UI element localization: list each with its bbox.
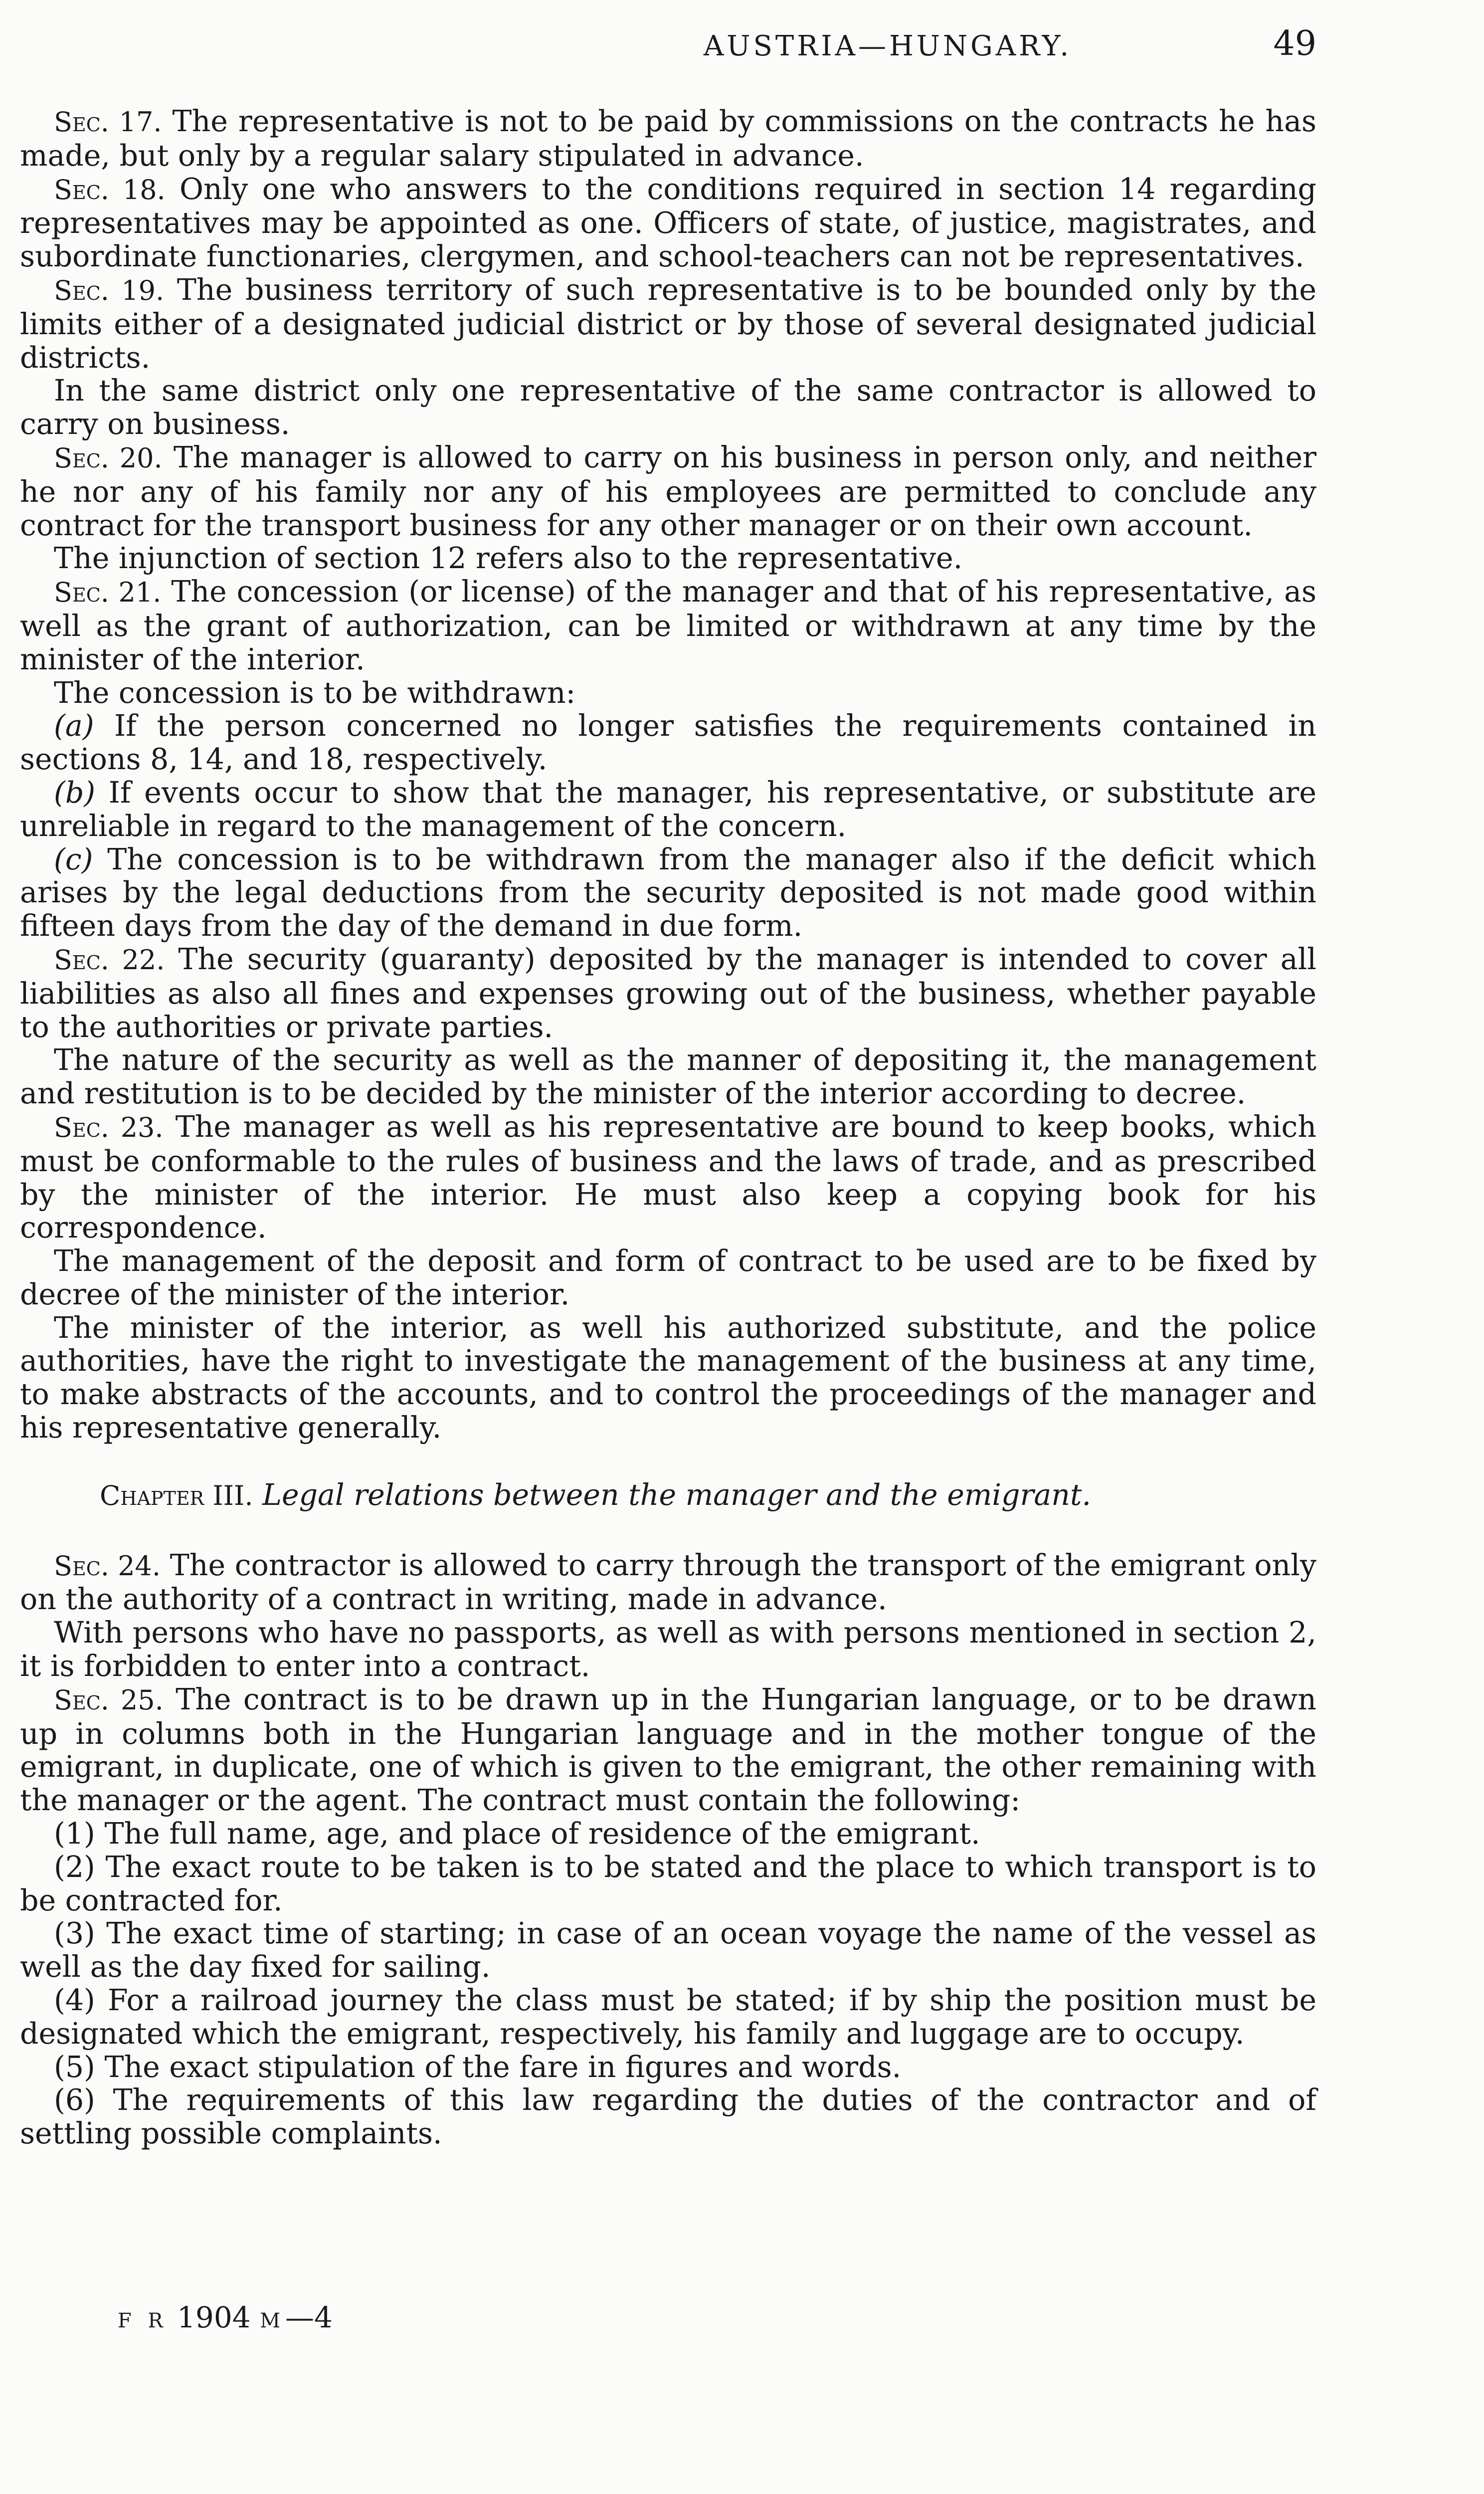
clause-label: (b) xyxy=(54,775,96,810)
section-19: Sec. 19. The business territory of such representative is to be bounded only by the limits either of a designated judicial district or by those of several designated judicial districts. xyxy=(20,272,1316,375)
paragraph: The nature of the security as well as the manner of depositing it, the management and restitution is to be decided by the minister of the interior according to decree. xyxy=(20,1043,1316,1111)
list-item: (4) For a railroad journey the class must be stated; if by ship the position must be designated which the emigrant, respectively, his family and luggage are to occupy. xyxy=(20,1983,1316,2051)
section-label: Sec. 18. xyxy=(54,174,166,206)
list-item: (3) The exact time of starting; in case of an ocean voyage the name of the vessel as well as the day fixed for sailing. xyxy=(20,1916,1316,1984)
paragraph: With persons who have no passports, as well as with persons mentioned in section 2, it is forbidden to enter into a contract. xyxy=(20,1616,1316,1683)
chapter-heading xyxy=(20,1478,1316,1513)
section-label: Sec. 23. xyxy=(54,1111,164,1143)
chapter-title: Legal relations between the manager and the emigrant. xyxy=(262,1477,1092,1512)
paragraph: The concession is to be withdrawn: xyxy=(54,675,576,710)
page-number: 49 xyxy=(1273,24,1316,63)
chapter-label: Chapter III. xyxy=(100,1479,253,1511)
signature-sheet: —4 xyxy=(285,2300,333,2334)
page-body xyxy=(20,105,1316,2150)
paragraph: In the same district only one representative of the same contractor is allowed to carry on business. xyxy=(20,374,1316,441)
clause-label: (a) xyxy=(54,709,94,743)
section-21: Sec. 21. The concession (or license) of the manager and that of his representative, as well as the grant of authorization, can be limited or withdrawn at any time by the minister of the interior. xyxy=(20,575,1316,676)
signature-letters: F R xyxy=(118,2309,168,2332)
section-18: Sec. 18. Only one who answers to the conditions required in section 14 regarding representatives may be appointed as one. Officers of state, of justice, magistrates, and subordinate functionaries, clergymen, and school-teachers can not be representatives. xyxy=(20,172,1316,274)
section-23: Sec. 23. The manager as well as his representative are bound to keep books, which must be conformable to the rules of business and the laws of trade, and as prescribed by the minister of the interior. He must also keep a copying book for his correspondence. xyxy=(20,1109,1316,1245)
section-label: Sec. 24. xyxy=(54,1550,161,1582)
clause-label: (c) xyxy=(54,842,93,876)
section-label: Sec. 22. xyxy=(54,944,165,976)
clause-c: (c) The concession is to be withdrawn from the manager also if the deficit which arises by the legal deductions from the security deposited is not made good within fifteen days from the day of the demand in due form. xyxy=(20,842,1316,943)
signature-mark xyxy=(118,2300,333,2334)
clause-a: (a) If the person concerned no longer satisfies the requirements contained in sections 8, 14, and 18, respectively. xyxy=(20,709,1316,777)
clause-b: (b) If events occur to show that the manager, his representative, or substitute are unreliable in regard to the management of the concern. xyxy=(20,775,1316,843)
paragraph: The minister of the interior, as well his authorized substitute, and the police authorities, have the right to investigate the management of the business at any time, to make abstracts of the accounts, and to control the proceedings of the manager and his representative generally. xyxy=(20,1310,1316,1445)
list-item: (2) The exact route to be taken is to be stated and the place to which transport is to be contracted for. xyxy=(20,1850,1316,1917)
running-title: AUSTRIA—HUNGARY. xyxy=(703,30,1072,62)
signature-letter-m: M xyxy=(260,2309,286,2332)
paragraph: The management of the deposit and form of contract to be used are to be fixed by decree of the minister of the interior. xyxy=(20,1244,1316,1311)
section-label: Sec. 20. xyxy=(54,442,163,474)
section-label: Sec. 25. xyxy=(54,1684,164,1716)
list-item: (6) The requirements of this law regarding the duties of the contractor and of settling possible complaints. xyxy=(20,2083,1316,2151)
paragraph: The injunction of section 12 refers also to the representative. xyxy=(54,541,963,576)
section-label: Sec. 21. xyxy=(54,577,162,609)
section-24: Sec. 24. The contractor is allowed to carry through the transport of the emigrant only on the authority of a contract in writing, made in advance. xyxy=(20,1548,1316,1617)
signature-year: 1904 xyxy=(177,2300,251,2334)
section-25: Sec. 25. The contract is to be drawn up in the Hungarian language, or to be drawn up in columns both in the Hungarian language and in the mother tongue of the emigrant, in duplicate, one of which is given to the emigrant, the other remaining with the manager or the agent. The contract must contain the following: xyxy=(20,1682,1316,1818)
section-label: Sec. 19. xyxy=(54,274,165,306)
list-item: (5) The exact stipulation of the fare in figures and words. xyxy=(54,2050,902,2084)
section-22: Sec. 22. The security (guaranty) deposited by the manager is intended to cover all liabilities as also all fines and expenses growing out of the business, whether payable to the authorities or private parties. xyxy=(20,942,1317,1044)
section-label: Sec. 17. xyxy=(54,106,162,138)
list-item: (1) The full name, age, and place of residence of the emigrant. xyxy=(54,1817,980,1851)
section-17: Sec. 17. The representative is not to be paid by commissions on the contracts he has made, but only by a regular salary stipulated in advance. xyxy=(20,104,1316,173)
section-20: Sec. 20. The manager is allowed to carry on his business in person only, and neither he nor any of his family nor any of his employees are permitted to conclude any contract for the transport business for any other manager or on their own account. xyxy=(20,440,1316,542)
